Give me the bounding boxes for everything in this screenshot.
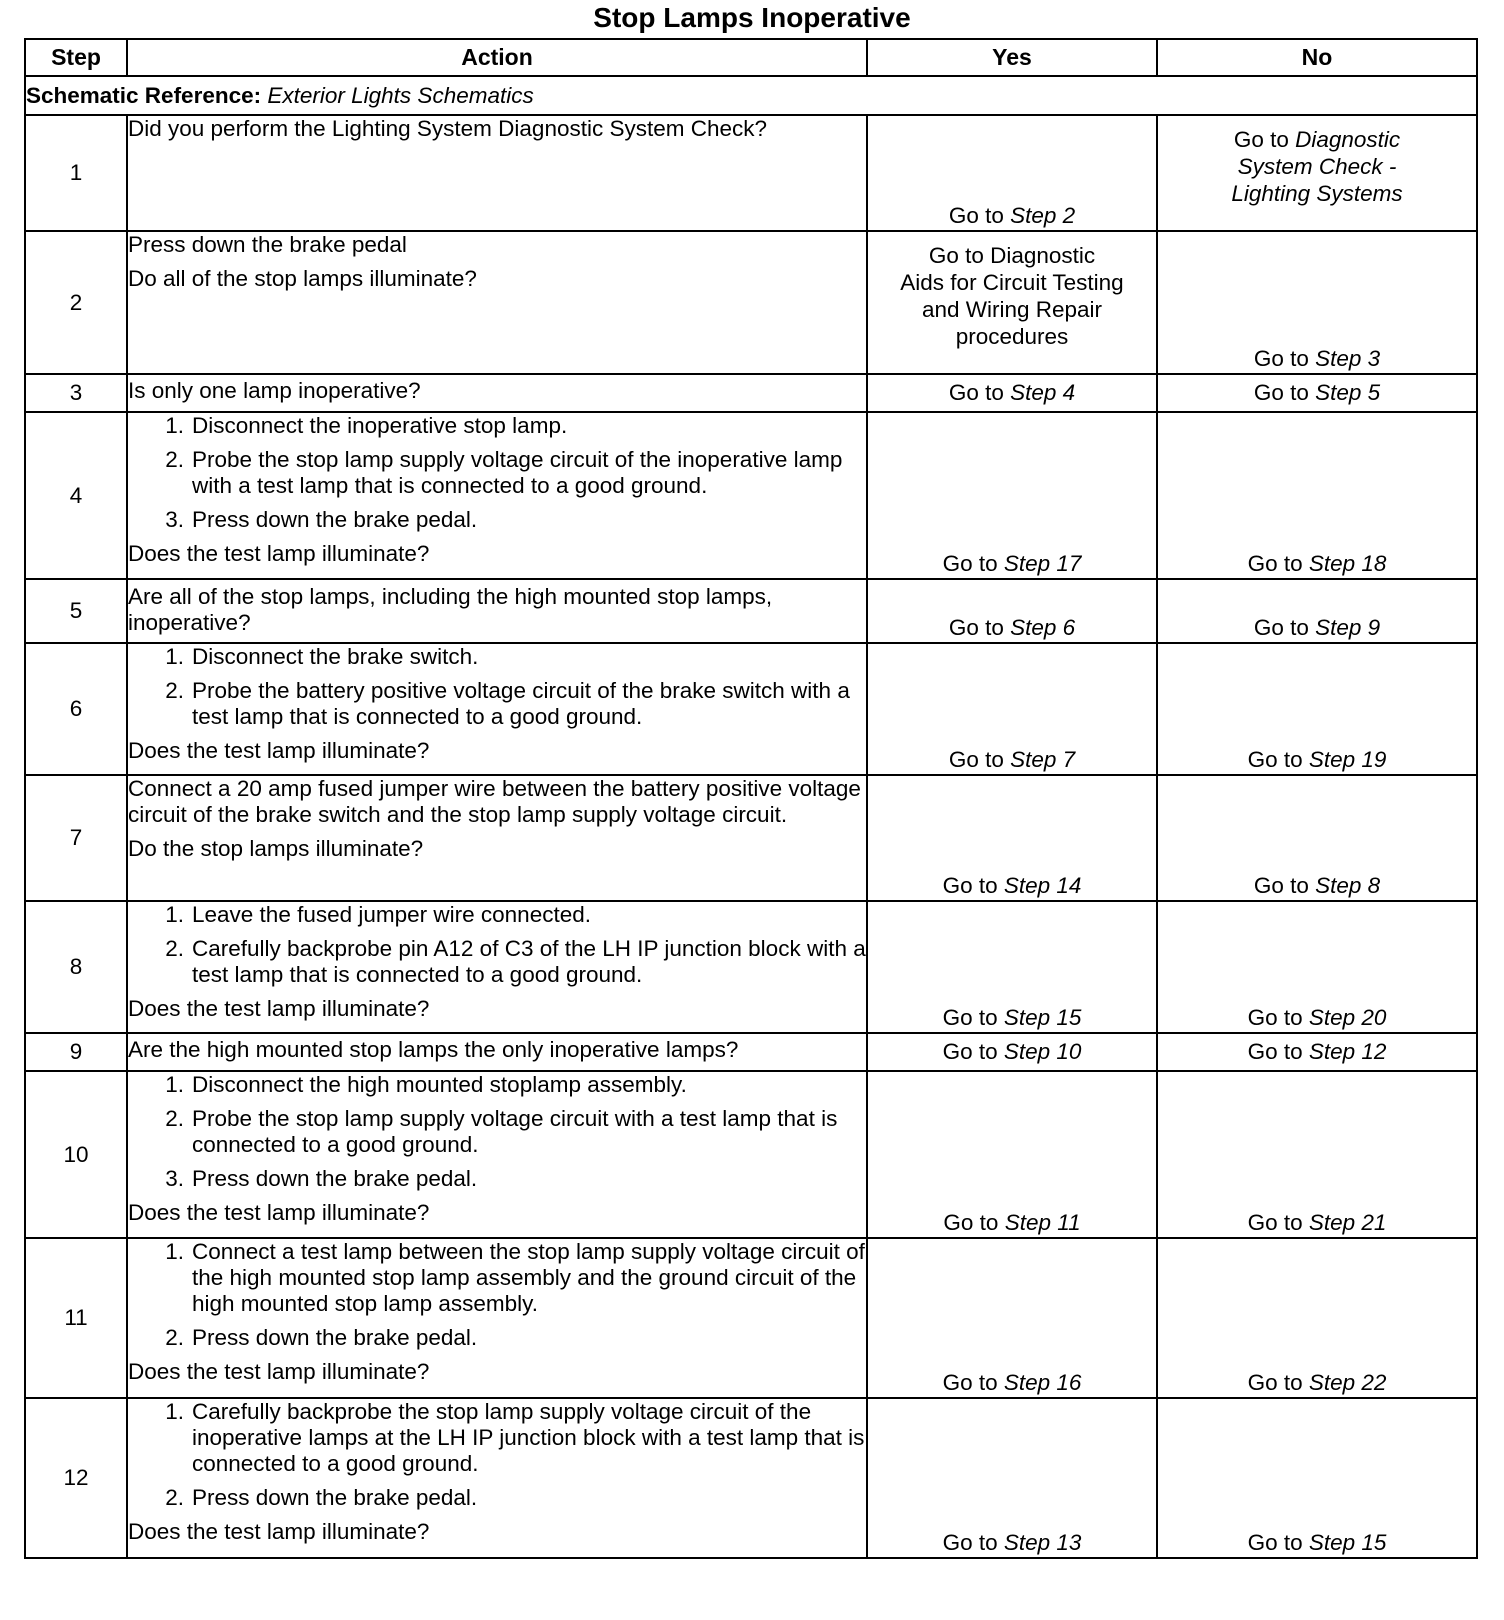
sub-step: 2. Probe the stop lamp supply voltage circuit of the inoperative lamp with a test lamp that is connected to a good ground. — [128, 447, 866, 499]
go-to-text: Go to — [1247, 747, 1303, 772]
yes-cell — [867, 412, 1157, 579]
action-question: Does the test lamp illuminate? — [128, 996, 430, 1021]
step-number: 8 — [25, 901, 127, 1033]
yes-cell — [867, 1033, 1157, 1071]
no-target: Step 5 — [1315, 380, 1381, 405]
schematic-reference — [25, 76, 1477, 115]
action-text: Press down the brake pedal — [128, 232, 407, 257]
action-question: Does the test lamp illuminate? — [128, 1359, 430, 1384]
yes-cell — [867, 374, 1157, 412]
go-to-text: Go to — [942, 551, 998, 576]
sub-step-text: Press down the brake pedal. — [192, 1485, 478, 1510]
no-cell — [1157, 775, 1477, 901]
no-target: Step 19 — [1308, 747, 1387, 772]
step-number: 9 — [25, 1033, 127, 1071]
go-to-text: Go to — [942, 1039, 998, 1064]
no-target-line: System Check - — [1237, 154, 1397, 179]
sub-step-list — [128, 1072, 866, 1192]
yes-target: Step 4 — [1010, 380, 1076, 405]
action-question: Does the test lamp illuminate? — [128, 541, 430, 566]
sub-step: 2. Press down the brake pedal. — [128, 1325, 866, 1351]
action-question: Do the stop lamps illuminate? — [128, 836, 424, 861]
yes-cell — [867, 643, 1157, 775]
yes-cell — [867, 231, 1157, 374]
yes-line: Go to Diagnostic — [928, 243, 1096, 268]
go-to-text: Go to — [1247, 551, 1303, 576]
table-row — [25, 901, 1477, 1033]
no-cell — [1157, 412, 1477, 579]
step-number: 5 — [25, 579, 127, 643]
header-yes: Yes — [867, 39, 1157, 76]
sub-step: 1. Connect a test lamp between the stop lamp supply voltage circuit of the high mounted stop lamp assembly and the ground circuit of the high mounted stop lamp assembly. — [165, 1239, 865, 1316]
sub-step: 2. Probe the stop lamp supply voltage circuit with a test lamp that is connected to a good ground. — [128, 1106, 866, 1158]
yes-target: Step 16 — [1003, 1370, 1082, 1395]
table-row — [25, 374, 1477, 412]
no-target: Step 20 — [1308, 1005, 1387, 1030]
no-line: Go to — [1233, 127, 1296, 152]
sub-step: 1. Disconnect the brake switch. — [128, 644, 866, 670]
sub-step-text: Carefully backprobe the stop lamp supply voltage circuit of the inoperative lamps at the LH IP junction block with a test lamp that is connected to a good ground. — [192, 1399, 865, 1476]
action-cell — [127, 1238, 867, 1398]
no-cell — [1157, 1398, 1477, 1558]
sub-step-text: Probe the stop lamp supply voltage circuit of the inoperative lamp with a test lamp that is connected to a good ground. — [192, 447, 843, 498]
no-cell — [1157, 643, 1477, 775]
sub-step: 3. Press down the brake pedal. — [128, 1166, 866, 1192]
no-target: Step 21 — [1308, 1210, 1387, 1235]
diagnostic-table — [24, 38, 1478, 1559]
table-row — [25, 1071, 1477, 1238]
yes-line: Aids for Circuit Testing — [900, 270, 1124, 295]
no-cell — [1157, 374, 1477, 412]
action-question: Do all of the stop lamps illuminate? — [128, 266, 477, 291]
table-row — [25, 643, 1477, 775]
yes-cell — [867, 1398, 1157, 1558]
sub-step-text: Leave the fused jumper wire connected. — [192, 902, 591, 927]
action-cell — [127, 643, 867, 775]
no-cell — [1157, 901, 1477, 1033]
header-action: Action — [127, 39, 867, 76]
table-row — [25, 231, 1477, 374]
step-number: 12 — [25, 1398, 127, 1558]
yes-cell — [867, 115, 1157, 231]
no-cell — [1157, 1033, 1477, 1071]
action-text: Is only one lamp inoperative? — [128, 378, 421, 403]
yes-line: procedures — [955, 324, 1069, 349]
action-question: Does the test lamp illuminate? — [128, 1200, 430, 1225]
yes-target: Step 2 — [1010, 203, 1076, 228]
sub-step-text: Connect a test lamp between the stop lamp supply voltage circuit of the high mounted stop lamp assembly and the ground circuit of the high mounted stop lamp assembly. — [192, 1239, 865, 1316]
no-cell — [1157, 115, 1477, 231]
action-cell — [127, 115, 867, 231]
step-number: 3 — [25, 374, 127, 412]
go-to-text: Go to — [948, 747, 1004, 772]
table-row — [25, 115, 1477, 231]
step-number: 1 — [25, 115, 127, 231]
action-cell — [127, 579, 867, 643]
go-to-text: Go to — [1253, 873, 1309, 898]
go-to-text: Go to — [943, 1210, 999, 1235]
no-target: Step 8 — [1315, 873, 1381, 898]
sub-step-text: Press down the brake pedal. — [192, 1325, 478, 1350]
yes-target: Step 13 — [1003, 1530, 1082, 1555]
sub-step-text: Press down the brake pedal. — [192, 1166, 478, 1191]
action-text: Connect a 20 amp fused jumper wire between the battery positive voltage circuit of the brake switch and the stop lamp supply voltage circuit. — [128, 776, 861, 827]
action-question: Does the test lamp illuminate? — [128, 1519, 430, 1544]
sub-step-list — [128, 1399, 866, 1511]
sub-step-text: Disconnect the inoperative stop lamp. — [192, 413, 568, 438]
sub-step: 1. Disconnect the inoperative stop lamp. — [128, 413, 866, 439]
go-to-text: Go to — [948, 203, 1004, 228]
go-to-text: Go to — [1253, 346, 1309, 371]
go-to-text: Go to — [1253, 380, 1309, 405]
table-row — [25, 412, 1477, 579]
sub-step: 1. Carefully backprobe the stop lamp supply voltage circuit of the inoperative lamps at the LH IP junction block with a test lamp that is connected to a good ground. — [165, 1399, 865, 1476]
yes-cell — [867, 1238, 1157, 1398]
yes-target: Step 15 — [1003, 1005, 1082, 1030]
step-number: 7 — [25, 775, 127, 901]
action-text: Are the high mounted stop lamps the only inoperative lamps? — [128, 1037, 739, 1062]
go-to-text: Go to — [1247, 1370, 1303, 1395]
header-row — [25, 39, 1477, 76]
go-to-text: Go to — [942, 873, 998, 898]
no-target: Step 12 — [1308, 1039, 1387, 1064]
no-target: Step 9 — [1315, 615, 1381, 640]
yes-cell — [867, 579, 1157, 643]
go-to-text: Go to — [942, 1530, 998, 1555]
no-target: Step 3 — [1315, 346, 1381, 371]
no-target-line: Lighting Systems — [1231, 181, 1403, 206]
sub-step: 3. Press down the brake pedal. — [128, 507, 866, 533]
step-number: 6 — [25, 643, 127, 775]
yes-target: Step 6 — [1010, 615, 1076, 640]
schematic-label: Schematic Reference: — [26, 82, 262, 108]
action-text: Did you perform the Lighting System Diagnostic System Check? — [128, 116, 768, 141]
action-cell — [127, 1398, 867, 1558]
sub-step: 2. Press down the brake pedal. — [128, 1485, 866, 1511]
sub-step-text: Disconnect the brake switch. — [192, 644, 479, 669]
action-text: Are all of the stop lamps, including the high mounted stop lamps, inoperative? — [128, 584, 773, 635]
page-title: Stop Lamps Inoperative — [593, 2, 911, 33]
step-number: 2 — [25, 231, 127, 374]
go-to-text: Go to — [1247, 1005, 1303, 1030]
no-target: Step 22 — [1308, 1370, 1387, 1395]
action-cell — [127, 1033, 867, 1071]
table-row — [25, 775, 1477, 901]
sub-step-text: Press down the brake pedal. — [192, 507, 478, 532]
yes-cell — [867, 901, 1157, 1033]
sub-step-text: Disconnect the high mounted stoplamp assembly. — [192, 1072, 687, 1097]
go-to-text: Go to — [1247, 1210, 1303, 1235]
no-cell — [1157, 1238, 1477, 1398]
table-row — [25, 1238, 1477, 1398]
yes-cell — [867, 1071, 1157, 1238]
no-cell — [1157, 231, 1477, 374]
action-cell — [127, 412, 867, 579]
step-number: 10 — [25, 1071, 127, 1238]
step-number: 11 — [25, 1238, 127, 1398]
sub-step-text: Probe the stop lamp supply voltage circuit with a test lamp that is connected to a good ground. — [192, 1106, 838, 1157]
schematic-link: Exterior Lights Schematics — [267, 82, 534, 108]
yes-cell — [867, 775, 1157, 901]
table-row — [25, 1398, 1477, 1558]
sub-step: 2. Carefully backprobe pin A12 of C3 of the LH IP junction block with a test lamp that is connected to a good ground. — [165, 936, 866, 987]
action-cell — [127, 231, 867, 374]
no-cell — [1157, 579, 1477, 643]
action-cell — [127, 901, 867, 1033]
table-row — [25, 579, 1477, 643]
yes-target: Step 14 — [1003, 873, 1082, 898]
sub-step: 1. Leave the fused jumper wire connected. — [128, 902, 866, 928]
action-cell — [127, 374, 867, 412]
action-cell — [127, 1071, 867, 1238]
sub-step-list — [128, 413, 866, 533]
sub-step-text: Carefully backprobe pin A12 of C3 of the LH IP junction block with a test lamp that is connected to a good ground. — [192, 936, 866, 987]
action-question: Does the test lamp illuminate? — [128, 738, 430, 763]
sub-step: 2. Probe the battery positive voltage circuit of the brake switch with a test lamp that is connected to a good ground. — [128, 678, 866, 730]
sub-step-list — [128, 1239, 866, 1351]
sub-step-list — [128, 902, 866, 988]
schematic-reference-row — [25, 76, 1477, 115]
go-to-text: Go to — [1247, 1530, 1303, 1555]
yes-target: Step 17 — [1003, 551, 1082, 576]
table-row — [25, 1033, 1477, 1071]
header-no: No — [1157, 39, 1477, 76]
sub-step: 1. Disconnect the high mounted stoplamp assembly. — [128, 1072, 866, 1098]
no-cell — [1157, 1071, 1477, 1238]
yes-target: Step 10 — [1003, 1039, 1082, 1064]
yes-target: Step 7 — [1010, 747, 1076, 772]
sub-step-text: Probe the battery positive voltage circuit of the brake switch with a test lamp that is connected to a good ground. — [192, 678, 850, 729]
go-to-text: Go to — [1253, 615, 1309, 640]
yes-target: Step 11 — [1004, 1210, 1081, 1235]
go-to-text: Go to — [948, 615, 1004, 640]
header-step: Step — [25, 39, 127, 76]
no-target: Step 18 — [1308, 551, 1387, 576]
go-to-text: Go to — [942, 1370, 998, 1395]
go-to-text: Go to — [942, 1005, 998, 1030]
step-number: 4 — [25, 412, 127, 579]
no-target: Step 15 — [1308, 1530, 1387, 1555]
no-target-line: Diagnostic — [1295, 127, 1401, 152]
go-to-text: Go to — [1247, 1039, 1303, 1064]
yes-line: and Wiring Repair — [921, 297, 1103, 322]
sub-step-list — [128, 644, 866, 730]
go-to-text: Go to — [948, 380, 1004, 405]
action-cell — [127, 775, 867, 901]
